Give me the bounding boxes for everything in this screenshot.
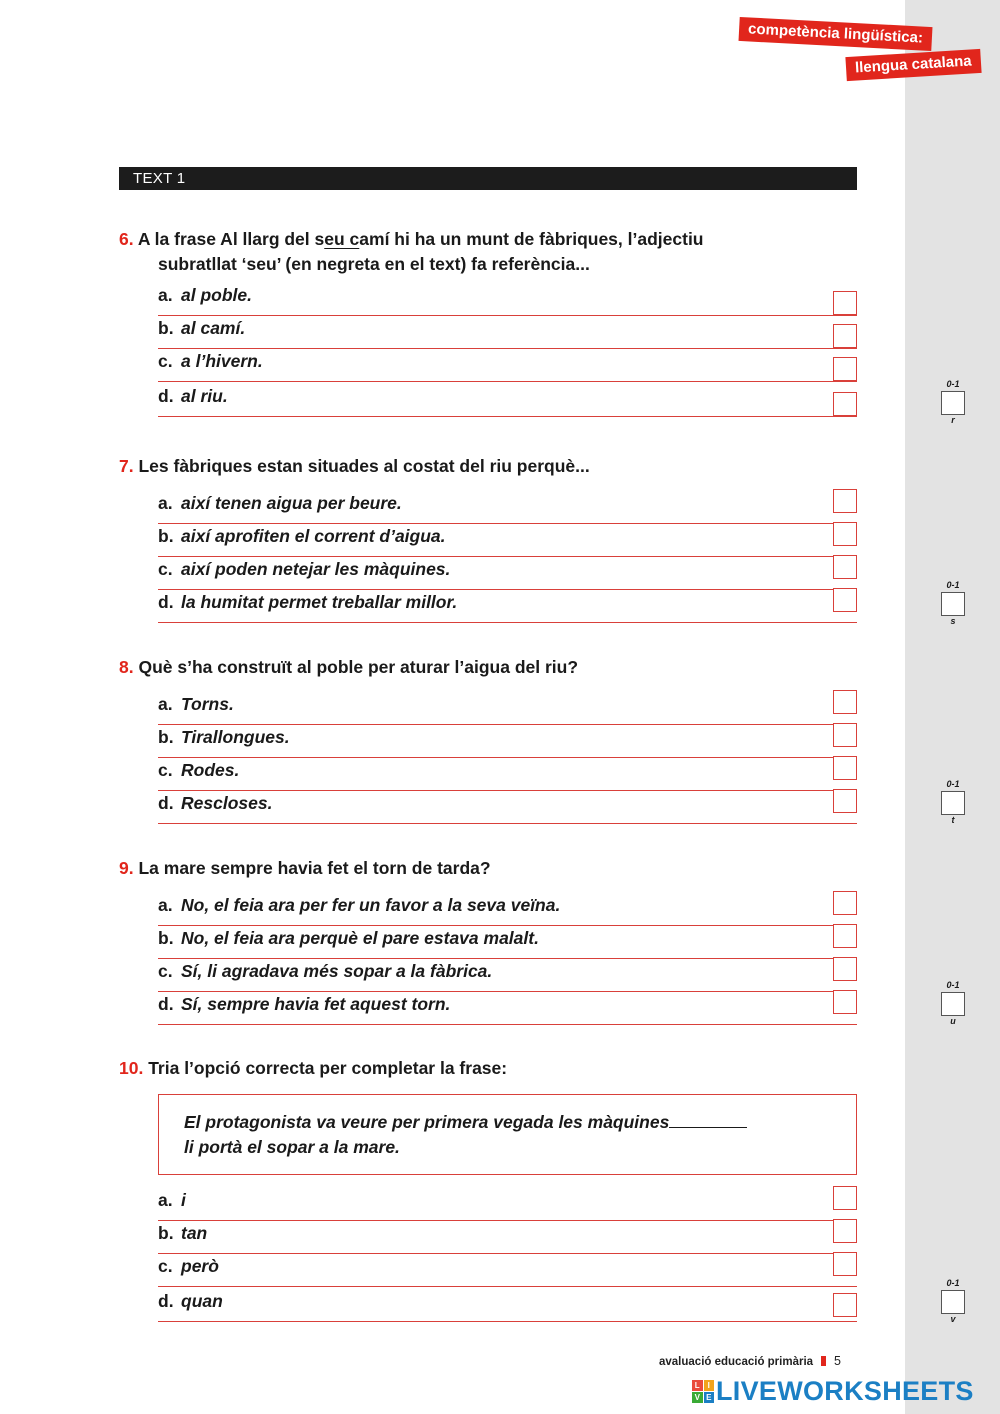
question-6-text-line2: subratllat ‘seu’ (en negreta en el text) fa referència... [158, 254, 590, 274]
option-row [158, 384, 857, 417]
option-text: tan [181, 1223, 208, 1243]
option-letter: b. [158, 928, 174, 948]
answer-checkbox[interactable] [833, 756, 857, 780]
answer-checkbox[interactable] [833, 891, 857, 915]
option-text: així poden netejar les màquines. [181, 559, 451, 579]
score-range: 0-1 [946, 580, 960, 590]
answer-checkbox[interactable] [833, 723, 857, 747]
question-text: Què s’ha construït al poble per aturar l’aigua del riu? [138, 657, 579, 677]
option-text: al riu. [181, 386, 228, 406]
question-number: 9. [119, 858, 134, 878]
score-box-v [940, 1278, 966, 1325]
question-number: 10. [119, 1058, 144, 1078]
score-range: 0-1 [946, 779, 960, 789]
option-row [158, 1221, 857, 1254]
answer-checkbox[interactable] [833, 990, 857, 1014]
question-text: amí hi ha un munt de fàbriques, l’adjectiu [359, 229, 704, 249]
score-sidebar [905, 0, 1000, 1414]
score-box-s [940, 580, 966, 627]
option-letter: b. [158, 727, 174, 747]
sentence-line-2: li portà el sopar a la mare. [184, 1137, 400, 1157]
page-number: 5 [834, 1354, 841, 1368]
option-text: però [181, 1256, 219, 1276]
score-input[interactable] [941, 992, 965, 1016]
question-text: Tria l’opció correcta per completar la frase: [148, 1058, 508, 1078]
question-number: 8. [119, 657, 134, 677]
answer-checkbox[interactable] [833, 1186, 857, 1210]
option-row [158, 316, 857, 349]
liveworksheets-icon [692, 1380, 714, 1402]
option-letter: a. [158, 895, 173, 915]
answer-checkbox[interactable] [833, 291, 857, 315]
answer-checkbox[interactable] [833, 1293, 857, 1317]
page-footer [659, 1354, 841, 1368]
option-row [158, 992, 857, 1025]
question-number: 7. [119, 456, 134, 476]
score-code: s [950, 616, 956, 626]
option-letter: d. [158, 592, 174, 612]
sentence-box [158, 1094, 857, 1175]
answer-checkbox[interactable] [833, 690, 857, 714]
option-letter: a. [158, 1190, 173, 1210]
answer-checkbox[interactable] [833, 324, 857, 348]
option-text: així tenen aigua per beure. [181, 493, 402, 513]
score-input[interactable] [941, 592, 965, 616]
fill-blank [669, 1111, 747, 1128]
option-text: al poble. [181, 285, 252, 305]
option-text: Sí, sempre havia fet aquest torn. [181, 994, 451, 1014]
option-letter: b. [158, 526, 174, 546]
score-input[interactable] [941, 791, 965, 815]
score-input[interactable] [941, 391, 965, 415]
answer-checkbox[interactable] [833, 555, 857, 579]
footer-label: avaluació educació primària [659, 1356, 814, 1368]
option-letter: a. [158, 285, 173, 305]
question-text: Les fàbriques estan situades al costat del riu perquè... [138, 456, 590, 476]
liveworksheets-logo [692, 1376, 974, 1406]
option-text: Sí, li agradava més sopar a la fàbrica. [181, 961, 493, 981]
score-code: r [951, 415, 955, 425]
question-9-title [119, 855, 859, 881]
option-letter: a. [158, 493, 173, 513]
option-text: així aprofiten el corrent d’aigua. [181, 526, 446, 546]
option-text: a l’hivern. [181, 351, 263, 371]
option-row [158, 959, 857, 992]
score-box-t [940, 779, 966, 826]
option-letter: a. [158, 694, 173, 714]
answer-checkbox[interactable] [833, 1252, 857, 1276]
option-text: quan [181, 1291, 223, 1311]
question-7-title [119, 453, 859, 479]
question-text: A la frase Al llarg del s [137, 229, 325, 249]
answer-checkbox[interactable] [833, 957, 857, 981]
answer-checkbox[interactable] [833, 392, 857, 416]
option-letter: b. [158, 318, 174, 338]
answer-checkbox[interactable] [833, 489, 857, 513]
question-8-title [119, 654, 859, 680]
underlined-text: eu c [324, 229, 360, 249]
score-range: 0-1 [946, 379, 960, 389]
question-6-title [119, 226, 859, 252]
logo-letter: I [704, 1380, 715, 1391]
option-row [158, 590, 857, 623]
question-number: 6. [119, 229, 134, 249]
footer-marker-icon [821, 1356, 826, 1366]
option-text: Rescloses. [181, 793, 273, 813]
answer-checkbox[interactable] [833, 924, 857, 948]
option-letter: c. [158, 559, 173, 579]
option-row [158, 926, 857, 959]
answer-checkbox[interactable] [833, 588, 857, 612]
option-row [158, 491, 857, 524]
option-row [158, 791, 857, 824]
score-range: 0-1 [946, 980, 960, 990]
option-row [158, 524, 857, 557]
option-letter: d. [158, 793, 174, 813]
option-row [158, 725, 857, 758]
answer-checkbox[interactable] [833, 522, 857, 546]
score-box-u [940, 980, 966, 1027]
score-range: 0-1 [946, 1278, 960, 1288]
option-row [158, 1289, 857, 1322]
sentence-line-1 [184, 1111, 747, 1133]
option-text: i [181, 1190, 186, 1210]
question-10-title [119, 1055, 859, 1081]
option-letter: c. [158, 961, 173, 981]
option-letter: c. [158, 351, 173, 371]
option-text: la humitat permet treballar millor. [181, 592, 458, 612]
score-code: v [950, 1314, 956, 1324]
option-letter: d. [158, 386, 174, 406]
option-letter: b. [158, 1223, 174, 1243]
logo-letter: L [692, 1380, 703, 1391]
answer-checkbox[interactable] [833, 1219, 857, 1243]
score-box-r [940, 379, 966, 426]
option-letter: d. [158, 994, 174, 1014]
option-text: No, el feia ara perquè el pare estava malalt. [181, 928, 539, 948]
logo-letter: E [704, 1392, 715, 1403]
score-code: u [950, 1016, 956, 1026]
subject-tag-line1: competència lingüística: [739, 17, 933, 51]
option-row [158, 893, 857, 926]
option-text: Rodes. [181, 760, 240, 780]
option-row [158, 758, 857, 791]
logo-text: LIVEWORKSHEETS [716, 1375, 974, 1406]
score-input[interactable] [941, 1290, 965, 1314]
answer-checkbox[interactable] [833, 357, 857, 381]
sentence-text: El protagonista va veure per primera vegada les màquines [184, 1112, 670, 1132]
option-letter: d. [158, 1291, 174, 1311]
option-letter: c. [158, 1256, 173, 1276]
option-letter: c. [158, 760, 173, 780]
question-text: La mare sempre havia fet el torn de tarda? [138, 858, 491, 878]
option-text: No, el feia ara per fer un favor a la seva veïna. [181, 895, 561, 915]
option-row [158, 1254, 857, 1287]
subject-tag-line2: llengua catalana [845, 49, 981, 81]
answer-checkbox[interactable] [833, 789, 857, 813]
option-text: Tirallongues. [181, 727, 290, 747]
option-row [158, 692, 857, 725]
option-row [158, 349, 857, 382]
score-code: t [951, 815, 955, 825]
section-title-bar: TEXT 1 [119, 167, 857, 190]
option-row [158, 1188, 857, 1221]
logo-letter: V [692, 1392, 703, 1403]
option-text: Torns. [181, 694, 234, 714]
option-row [158, 557, 857, 590]
option-row [158, 283, 857, 316]
option-text: al camí. [181, 318, 246, 338]
